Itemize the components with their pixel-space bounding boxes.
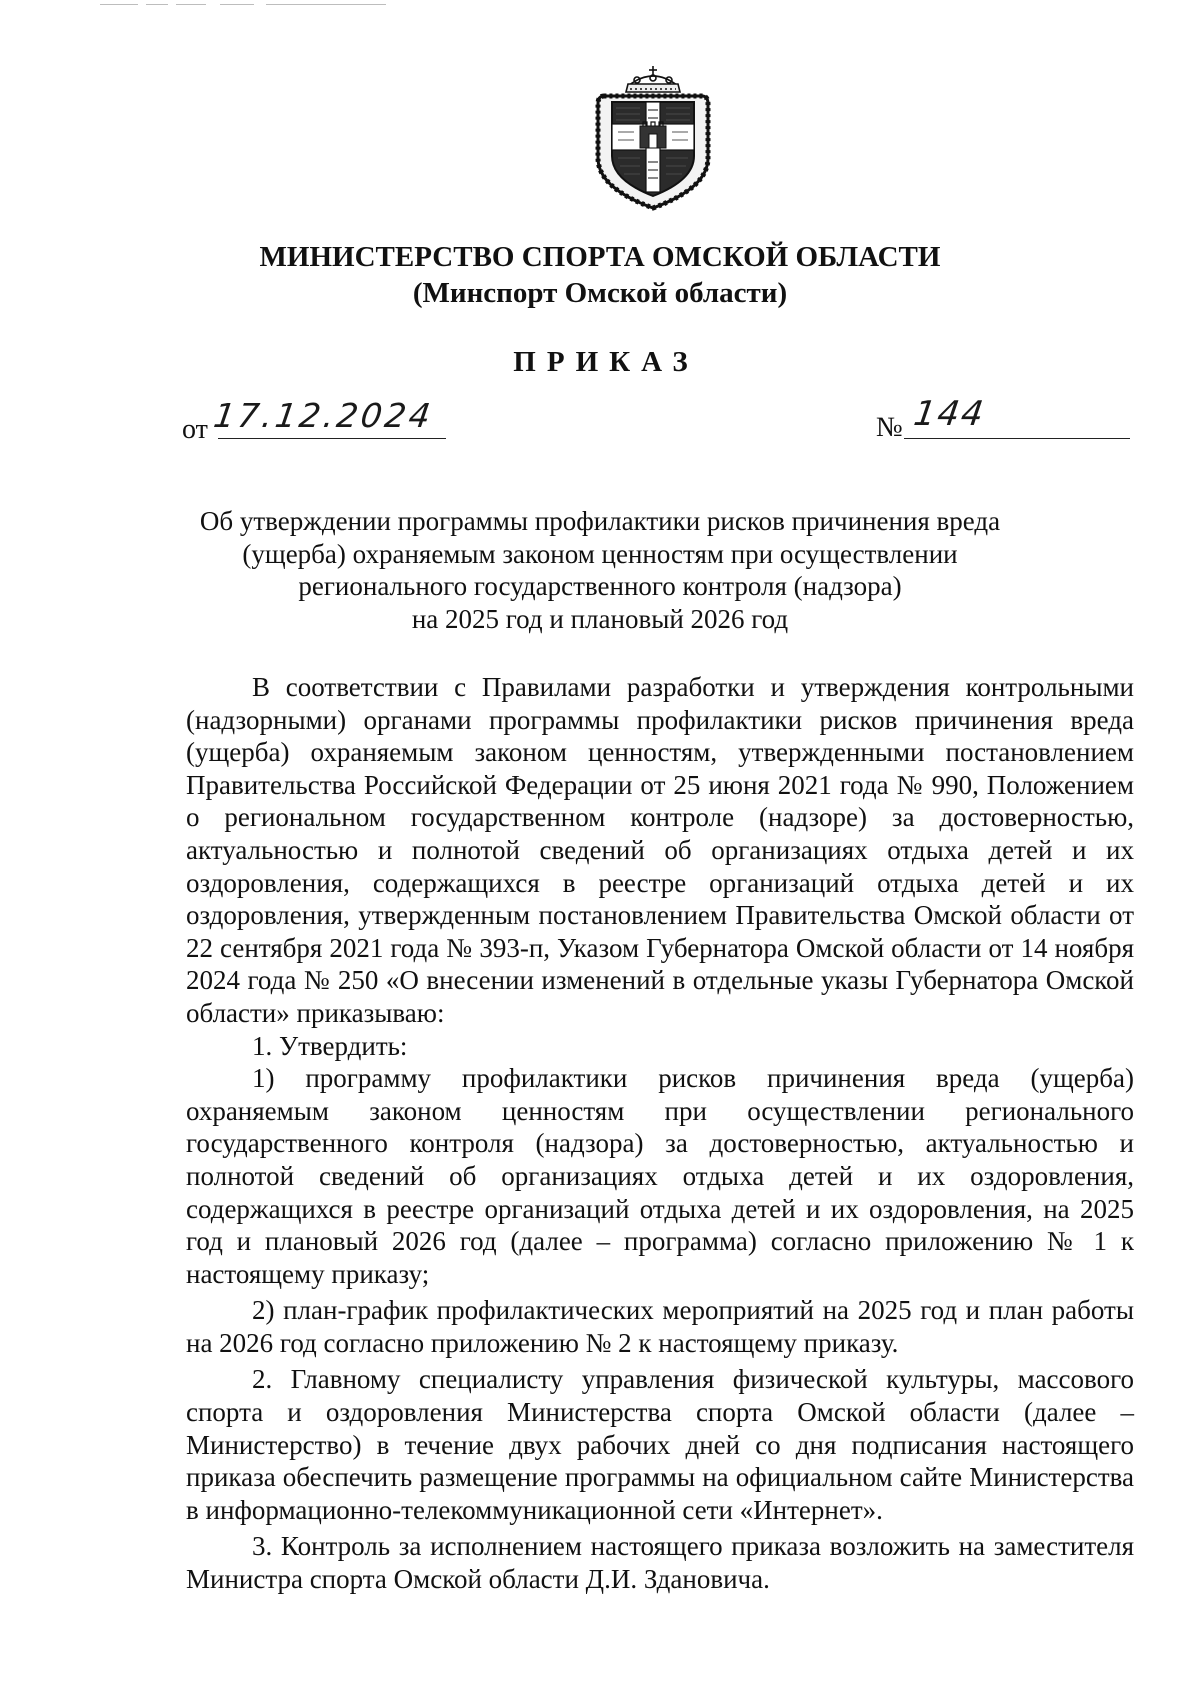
order-date: 17.12.2024 — [211, 396, 436, 435]
item-1-1: 1) программу профилактики рисков причинения вреда (ущерба) охраняемым законом ценностям при осуществлении регионального государственного контроля (надзора) за достоверностью, актуальностью и полнотой сведений об организациях отдыха детей и их оздоровления, содержащихся в реестре организаций отдыха детей и их оздоровления, на 2025 год и плановый 2026 год (далее – программа) согласно приложению № 1 к настоящему приказу; — [186, 1063, 1134, 1289]
order-number: 144 — [911, 394, 988, 434]
date-prefix: от — [182, 414, 208, 445]
number-underline — [904, 438, 1130, 439]
coat-of-arms-emblem — [590, 62, 716, 212]
order-body — [186, 671, 1134, 1596]
order-subject — [150, 505, 1050, 635]
document-type-title: ПРИКАЗ — [513, 346, 699, 378]
item-3: 3. Контроль за исполнением настоящего приказа возложить на заместителя Министра спорта Омской области Д.И. Здановича. — [186, 1531, 1134, 1595]
subject-line: на 2025 год и плановый 2026 год — [411, 603, 789, 634]
item-1: 1. Утвердить: — [252, 1030, 408, 1061]
subject-line: регионального государственного контроля (надзора) — [298, 571, 902, 601]
ministry-name: МИНИСТЕРСТВО СПОРТА ОМСКОЙ ОБЛАСТИ — [259, 241, 941, 273]
subject-line: Об утверждении программы профилактики рисков причинения вреда — [199, 506, 1001, 536]
preamble-paragraph: В соответствии с Правилами разработки и утверждения контрольными (надзорными) органами программы профилактики рисков причинения вреда (ущерба) охраняемым законом ценностям, утвержденными постановлением Правительства Российской Федерации от 25 июня 2021 года № 990, Положением о региональном государственном контроле (надзоре) за достоверностью, актуальностью и полнотой сведений об организациях отдыха детей и их оздоровления, содержащихся в реестре организаций отдыха детей и их оздоровления, утвержденным постановлением Правительства Омской области от 22 сентября 2021 года № 393-п, Указом Губернатора Омской области от 14 ноября 2024 года № 250 «О внесении изменений в отдельные указы Губернатора Омской области» приказываю: — [186, 672, 1134, 1028]
ministry-short-name: (Минспорт Омской области) — [412, 277, 788, 309]
scan-artifact — [100, 4, 400, 7]
item-1-2: 2) план-график профилактических мероприятий на 2025 год и план работы на 2026 год согласно приложению № 2 к настоящему приказу. — [186, 1295, 1134, 1358]
number-prefix: № — [876, 412, 903, 443]
item-2: 2. Главному специалисту управления физической культуры, массового спорта и оздоровления Министерства спорта Омской области (далее – Министерство) в течение двух рабочих дней со дня подписания настоящего приказа обеспечить размещение программы на официальном сайте Министерства в информационно-телекоммуникационной сети «Интернет». — [186, 1364, 1134, 1525]
date-underline — [218, 438, 446, 439]
subject-line: (ущерба) охраняемым законом ценностям при осуществлении — [242, 538, 958, 569]
ministry-heading — [0, 239, 1200, 311]
